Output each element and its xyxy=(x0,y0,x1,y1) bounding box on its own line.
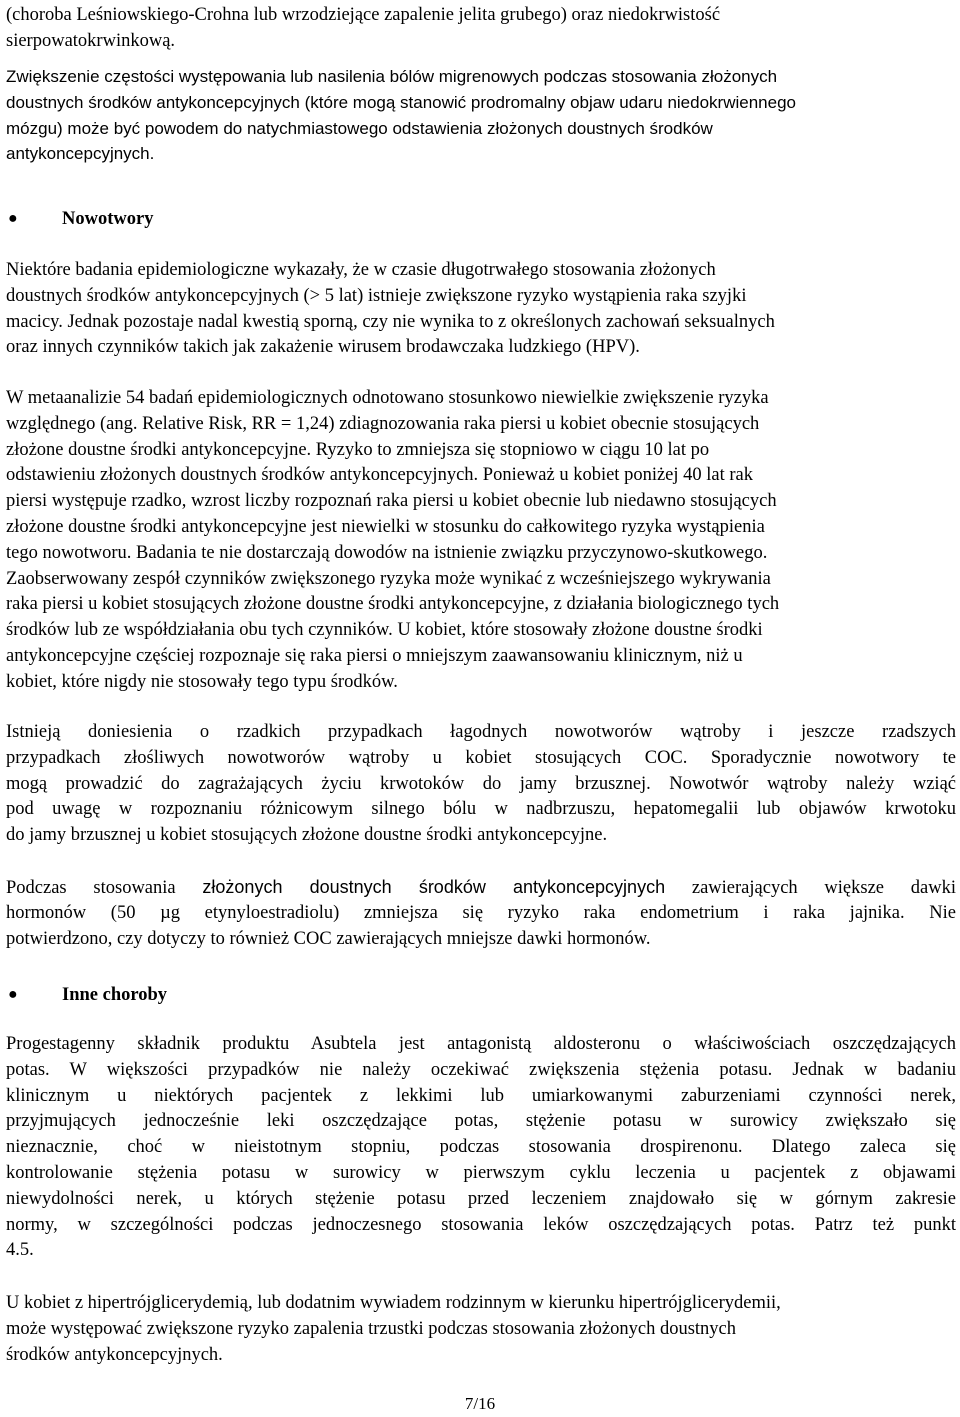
text-line: do jamy brzusznej u kobiet stosujących złożone doustne środki antykoncepcyjne. xyxy=(6,825,608,846)
text-line: Niektóre badania epidemiologiczne wykazały, że w czasie długotrwałego stosowania złożonych xyxy=(6,260,716,280)
paragraph-cervical-cancer xyxy=(6,258,956,361)
text-line: mogą prowadzić do zagrażających życiu krwotoków do jamy brzusznej. Nowotwór wątroby należy wziąć xyxy=(6,773,956,794)
paragraph-endometrial-cancer xyxy=(6,875,956,952)
bullet-icon: ● xyxy=(8,210,18,227)
text-line: przypadkach złośliwych nowotworów wątroby u kobiet stosujących COC. Sporadycznie nowotwory te xyxy=(6,747,956,768)
text-line: W metaanalizie 54 badań epidemiologicznych odnotowano stosunkowo niewielkie zwiększenie ryzyka xyxy=(6,388,769,408)
text-line: Zaobserwowany zespół czynników zwiększonego ryzyka może wynikać z wcześniejszego wykrywania xyxy=(6,568,771,589)
paragraph-breast-cancer xyxy=(6,386,956,696)
text-line: doustnych środków antykoncepcyjnych (> 5 lat) istnieje zwiększone ryzyko wystąpienia raka szyjki xyxy=(6,285,747,306)
text-line: raka piersi u kobiet stosujących złożone doustne środki antykoncepcyjne, z działania biologicznego tych xyxy=(6,594,780,615)
paragraph-liver-tumors xyxy=(6,720,956,849)
text-line: względnego (ang. Relative Risk, RR = 1,24) zdiagnozowania raka piersi u kobiet obecnie stosujących xyxy=(6,413,760,434)
text-line: pod uwagę w rozpoznaniu różnicowym silnego bólu w nadbrzuszu, hepatomegalii lub objawów krwotoku xyxy=(6,799,956,820)
bullet-icon: ● xyxy=(8,986,18,1003)
text-line: złożone doustne środki antykoncepcyjne. Ryzyko to zmniejsza się stopniowo w ciągu 10 lat po xyxy=(6,439,710,460)
text-line: środków antykoncepcyjnych. xyxy=(6,1344,223,1365)
text-line: przyjmujących jednocześnie leki oszczędzające potas, stężenie potasu w surowicy zwiększało się xyxy=(6,1111,956,1132)
text-line: U kobiet z hipertrójglicerydemią, lub dodatnim wywiadem rodzinnym w kierunku hipertrójglicerydemii, xyxy=(6,1293,781,1313)
text-line: oraz innych czynników takich jak zakażenie wirusem brodawczaka ludzkiego (HPV). xyxy=(6,337,640,358)
text-line: Zwiększenie częstości występowania lub nasilenia bólów migrenowych podczas stosowania złożonych xyxy=(6,67,778,86)
text-line: może występować zwiększone ryzyko zapalenia trzustki podczas stosowania złożonych doustnych xyxy=(6,1318,736,1339)
text-line: sierpowatokrwinkową. xyxy=(6,30,176,51)
text-line: nieznacznie, choć w nieistotnym stopniu, podczas stosowania drospirenonu. Dlatego zaleca się xyxy=(6,1137,956,1158)
paragraph-ibd xyxy=(6,3,956,55)
section-heading-inne-choroby xyxy=(0,982,960,1008)
text-line: piersi występuje rzadko, wzrost liczby rozpoznań raka piersi u kobiet obecnie lub niedawno stosujących xyxy=(6,491,777,512)
text-line: potwierdzono, czy dotyczy to również COC zawierających mniejsze dawki hormonów. xyxy=(6,928,651,949)
text-fragment: złożonych doustnych środków antykoncepcyjnych xyxy=(202,877,666,897)
text-line: kontrolowanie stężenia potasu w surowicy w pierwszym cyklu leczenia u pacjentek z objawami xyxy=(6,1162,956,1183)
text-line: tego nowotworu. Badania te nie dostarczają dowodów na istnienie związku przyczynowo-skutkowego. xyxy=(6,542,768,563)
text-line: doustnych środków antykoncepcyjnych (które mogą stanowić prodromalny objaw udaru niedokrwiennego xyxy=(6,92,796,112)
text-line: macicy. Jednak pozostaje nadal kwestią sporną, czy nie wynika to z określonych zachowań seksualnych xyxy=(6,311,775,332)
text-fragment: zawierających większe dawki xyxy=(691,878,957,898)
text-line: Progestagenny składnik produktu Asubtela jest antagonistą aldosteronu o właściwościach oszczędzających xyxy=(6,1034,956,1054)
text-line: środków lub ze współdziałania obu tych czynników. U kobiet, które stosowały złożone doustne środki xyxy=(6,620,763,641)
text-line: antykoncepcyjnych. xyxy=(6,144,155,164)
text-line: (choroba Leśniowskiego-Crohna lub wrzodziejące zapalenie jelita grubego) oraz niedokrwistość xyxy=(6,5,721,25)
paragraph-potassium xyxy=(6,1032,956,1264)
text-fragment: Podczas stosowania xyxy=(6,878,176,898)
section-title: Nowotwory xyxy=(62,209,154,229)
section-title: Inne choroby xyxy=(62,985,168,1005)
text-line: klinicznym u niektórych pacjentek z lekkimi lub umiarkowanymi zaburzeniami czynności nerek, xyxy=(6,1085,956,1106)
text-line: potas. W większości przypadków nie należy oczekiwać zwiększenia stężenia potasu. Jednak w badaniu xyxy=(6,1059,956,1080)
text-line: antykoncepcyjne częściej rozpoznaje się raka piersi o mniejszym zaawansowaniu klinicznym, niż u xyxy=(6,645,743,666)
text-line: niewydolności nerek, u których stężenie potasu przed leczeniem znajdowało się w górnym zakresie xyxy=(6,1188,956,1209)
text-line: 4.5. xyxy=(6,1240,34,1261)
text-line: złożone doustne środki antykoncepcyjne jest niewielki w stosunku do całkowitego ryzyka wystąpienia xyxy=(6,516,765,537)
text-line: normy, w szczególności podczas jednoczesnego stosowania leków oszczędzających potas. Patrz też punkt xyxy=(6,1214,956,1235)
text-line: Istnieją doniesienia o rzadkich przypadkach łagodnych nowotworów wątroby i jeszcze rzadszych xyxy=(6,722,956,742)
paragraph-migraine xyxy=(6,64,956,167)
paragraph-pancreatitis xyxy=(6,1291,956,1368)
text-line: hormonów (50 µg etynyloestradiolu) zmniejsza się ryzyko raka endometrium i raka jajnika. Nie xyxy=(6,902,956,923)
text-line: kobiet, które nigdy nie stosowały tego typu środków. xyxy=(6,671,398,692)
section-heading-nowotwory xyxy=(0,206,960,232)
text-line: mózgu) może być powodem do natychmiastowego odstawienia złożonych doustnych środków xyxy=(6,118,713,138)
text-line xyxy=(6,875,956,901)
page-number: 7/16 xyxy=(464,1394,496,1413)
text-line: odstawieniu złożonych doustnych środków antykoncepcyjnych. Ponieważ u kobiet poniżej 40 lat rak xyxy=(6,465,754,486)
